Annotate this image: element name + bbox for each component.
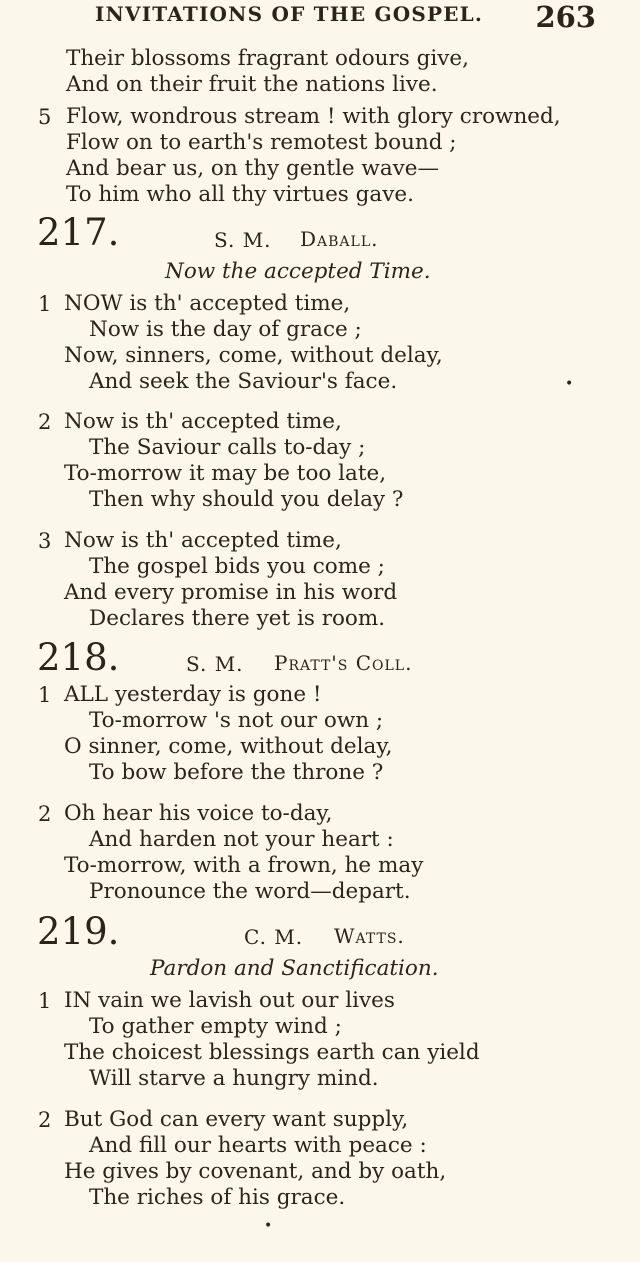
verse-number: 2 [38, 410, 52, 434]
hymn-meter: C. M. [244, 925, 304, 949]
verse-number: 1 [38, 989, 52, 1013]
verse-line: ALL yesterday is gone ! [64, 682, 322, 707]
verse-line: To-morrow it may be too late, [64, 461, 387, 486]
verse-line: Then why should you delay ? [89, 487, 404, 512]
verse-line: NOW is th' accepted time, [64, 291, 351, 316]
verse-line: IN vain we lavish out our lives [64, 988, 395, 1013]
verse-number: 2 [38, 1108, 52, 1132]
verse-line: And on their fruit the nations live. [66, 72, 438, 97]
verse-line: The choicest blessings earth can yield [64, 1040, 480, 1065]
verse-line: The gospel bids you come ; [89, 554, 385, 579]
verse-line: Oh hear his voice to-day, [64, 801, 333, 826]
verse-line: And every promise in his word [64, 580, 398, 605]
verse-line: To him who all thy virtues gave. [66, 182, 414, 207]
hymn-tune: Watts. [334, 924, 405, 948]
ink-speck: • [264, 1218, 273, 1234]
verse-line: And fill our hearts with peace : [89, 1133, 427, 1158]
verse-line: To gather empty wind ; [89, 1014, 342, 1039]
hymn-tune: Daball. [300, 227, 379, 251]
verse-line: Now is the day of grace ; [89, 317, 362, 342]
ink-speck: • [565, 376, 574, 392]
verse-number: 3 [38, 529, 52, 553]
verse-line: Pronounce the word—depart. [89, 879, 411, 904]
verse-line: To bow before the throne ? [89, 760, 384, 785]
hymn-subtitle: Now the accepted Time. [165, 259, 431, 284]
hymn-meter: S. M. [186, 652, 244, 676]
hymn-number: 218. [37, 636, 120, 679]
hymn-subtitle: Pardon and Sanctification. [150, 956, 439, 981]
verse-line: Now, sinners, come, without delay, [64, 343, 443, 368]
verse-line: Flow on to earth's remotest bound ; [66, 130, 457, 155]
verse-line: The Saviour calls to-day ; [89, 435, 366, 460]
verse-line: The riches of his grace. [89, 1185, 346, 1210]
verse-number: 5 [38, 105, 52, 129]
verse-line: And harden not your heart : [89, 827, 394, 852]
verse-line: And seek the Saviour's face. [89, 369, 398, 394]
verse-line: And bear us, on thy gentle wave— [66, 156, 440, 181]
running-title: INVITATIONS OF THE GOSPEL. [95, 2, 484, 26]
hymn-meter: S. M. [214, 228, 272, 252]
hymn-tune: Pratt's Coll. [274, 651, 413, 675]
verse-line: Will starve a hungry mind. [89, 1066, 379, 1091]
verse-number: 2 [38, 802, 52, 826]
verse-line: Their blossoms fragrant odours give, [66, 46, 469, 71]
verse-line: Flow, wondrous stream ! with glory crowned, [66, 104, 561, 129]
verse-number: 1 [38, 292, 52, 316]
verse-line: O sinner, come, without delay, [64, 734, 393, 759]
verse-line: Now is th' accepted time, [64, 528, 342, 553]
hymn-number: 219. [37, 910, 120, 953]
verse-number: 1 [38, 683, 52, 707]
verse-line: He gives by covenant, and by oath, [64, 1159, 447, 1184]
verse-line: Now is th' accepted time, [64, 409, 342, 434]
page-number: 263 [535, 0, 596, 34]
hymn-number: 217. [37, 211, 120, 254]
verse-line: To-morrow 's not our own ; [89, 708, 384, 733]
verse-line: To-morrow, with a frown, he may [64, 853, 424, 878]
verse-line: Declares there yet is room. [89, 606, 386, 631]
verse-line: But God can every want supply, [64, 1107, 409, 1132]
